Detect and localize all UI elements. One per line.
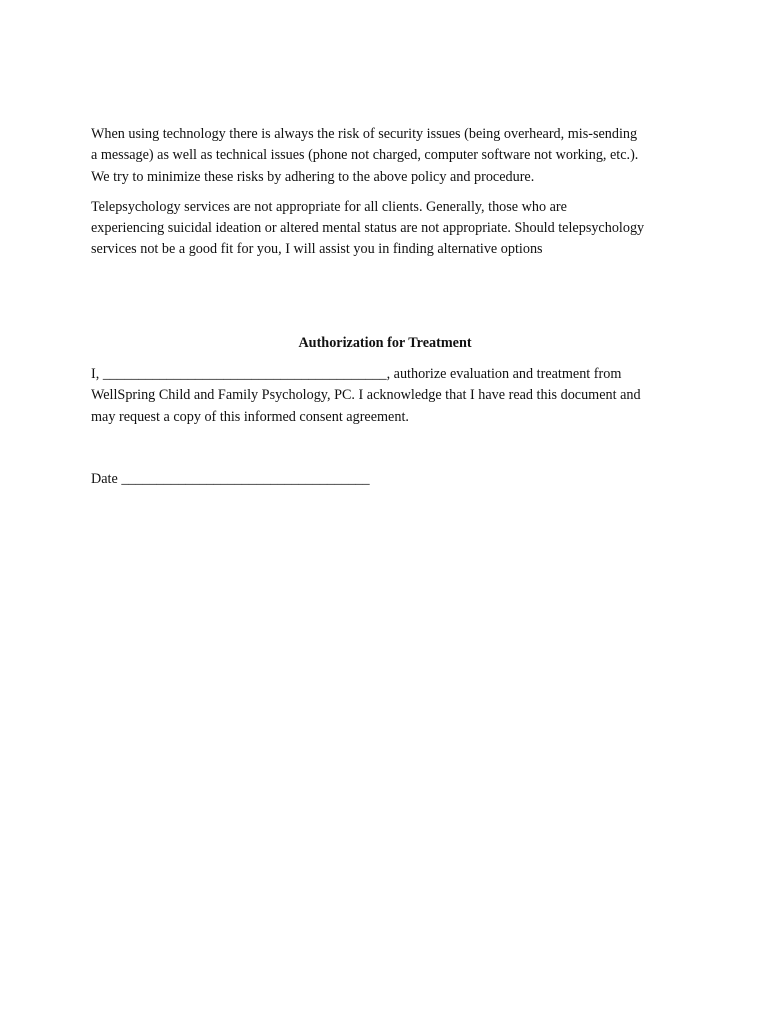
paragraph-line: When using technology there is always the risk of security issues (being overheard, mis-sending <box>91 126 638 142</box>
paragraph-line: a message) as well as technical issues (phone not charged, computer software not working, etc.). <box>91 147 639 164</box>
body-text <box>91 124 691 270</box>
paragraph-line: experiencing suicidal ideation or altered mental status are not appropriate. Should telepsychology <box>91 220 645 237</box>
paragraph-line: Telepsychology services are not appropriate for all clients. Generally, those who are <box>91 198 567 215</box>
paragraph-line: We try to minimize these risks by adhering to the above policy and procedure. <box>91 168 535 185</box>
date-signature-line[interactable]: Date ___________________________________ <box>91 471 370 487</box>
authorization-line: WellSpring Child and Family Psychology, PC. I acknowledge that I have read this document and <box>91 387 641 404</box>
authorization-heading: Authorization for Treatment <box>298 335 472 351</box>
paragraph-telepsychology-appropriateness <box>91 197 691 261</box>
authorization-paragraph <box>91 364 691 428</box>
authorization-line: may request a copy of this informed consent agreement. <box>91 408 409 425</box>
paragraph-line: services not be a good fit for you, I will assist you in finding alternative options <box>91 241 543 258</box>
paragraph-technology-risks <box>91 124 691 188</box>
authorization-name-line[interactable]: I, ________________________________________, authorize evaluation and treatment from <box>91 366 622 382</box>
